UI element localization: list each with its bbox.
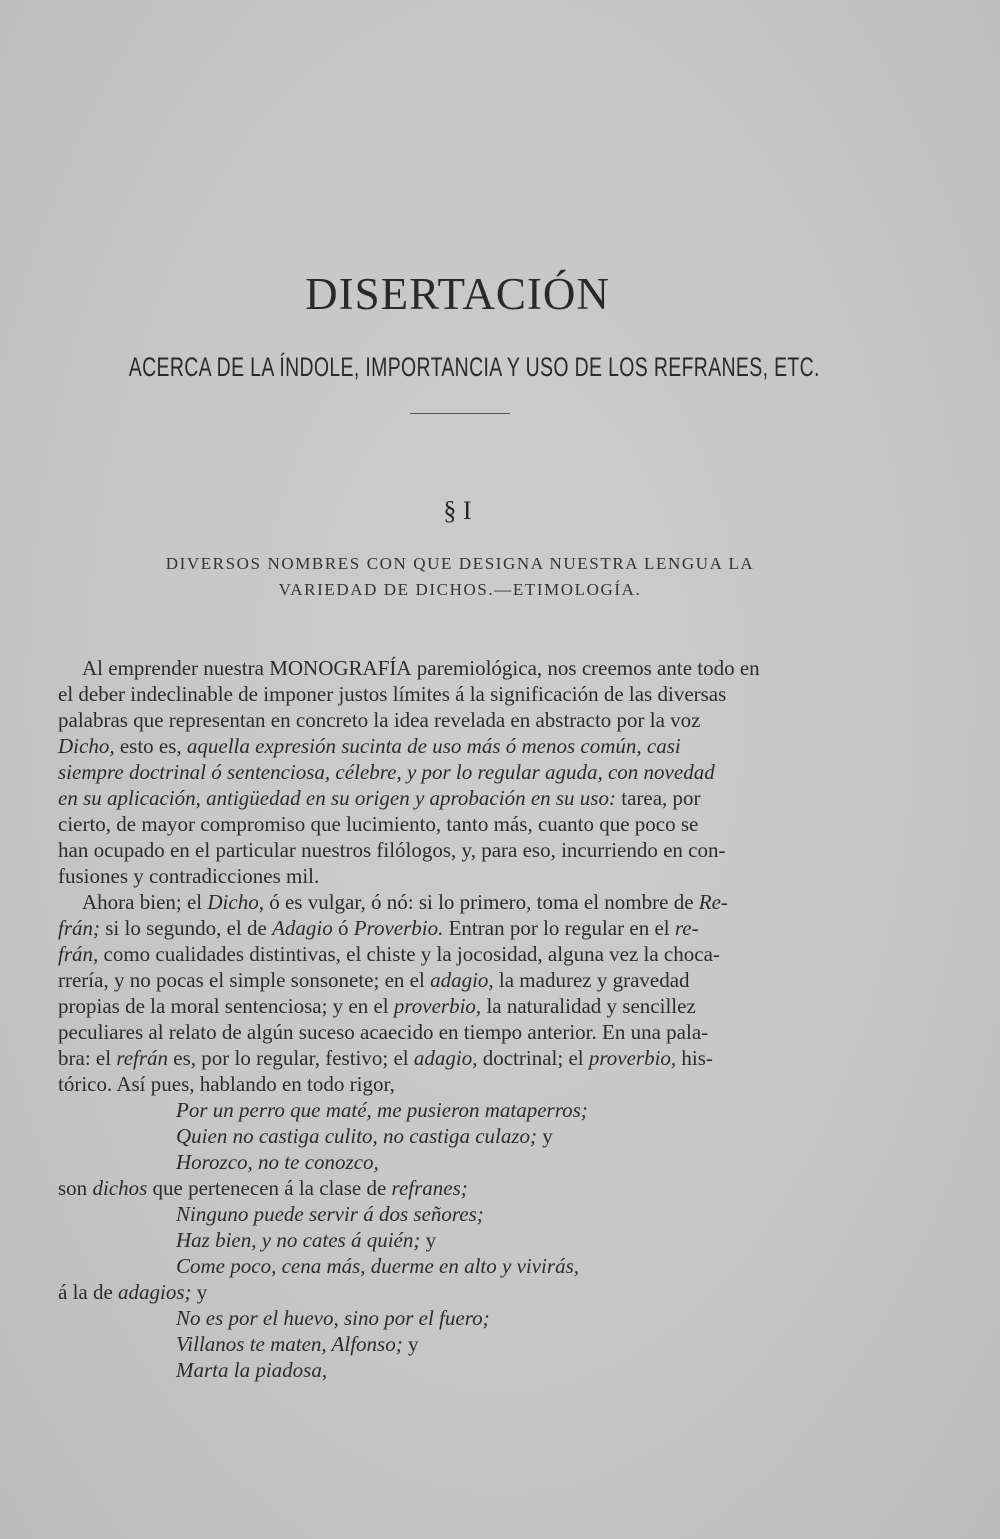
quoted-saying: Por un perro que maté, me pusieron mataperros; bbox=[176, 1098, 588, 1122]
body-text bbox=[58, 655, 853, 1383]
section-heading bbox=[100, 551, 820, 603]
text-line: tórico. Así pues, hablando en todo rigor, bbox=[58, 1072, 395, 1096]
quoted-saying: Horozco, no te conozco, bbox=[176, 1150, 379, 1174]
text-line: rrería, y no pocas el simple sonsonete; en el adagio, la madurez y gravedad bbox=[58, 968, 690, 992]
quoted-saying: Villanos te maten, Alfonso; y bbox=[176, 1332, 419, 1356]
page-title: DISERTACIÓN bbox=[305, 269, 610, 319]
text-line: propias de la moral sentenciosa; y en el proverbio, la naturalidad y sencillez bbox=[58, 994, 696, 1018]
text-line: palabras que representan en concreto la idea revelada en abstracto por la voz bbox=[58, 708, 701, 732]
quoted-saying: Come poco, cena más, duerme en alto y vivirás, bbox=[176, 1254, 579, 1278]
quoted-saying: No es por el huevo, sino por el fuero; bbox=[176, 1306, 490, 1330]
text-line: peculiares al relato de algún suceso acaecido en tiempo anterior. En una pala- bbox=[58, 1020, 709, 1044]
title-divider bbox=[410, 413, 510, 414]
text-line: siempre doctrinal ó sentenciosa, célebre, y por lo regular aguda, con novedad bbox=[58, 760, 715, 784]
text-line: frán, como cualidades distintivas, el chiste y la jocosidad, alguna vez la choca- bbox=[58, 942, 720, 966]
section-heading-line: VARIEDAD DE DICHOS.—ETIMOLOGÍA. bbox=[278, 580, 642, 599]
page-subtitle: ACERCA DE LA ÍNDOLE, IMPORTANCIA Y USO DE LOS REFRANES, ETC. bbox=[128, 352, 820, 382]
section-number: § I bbox=[443, 496, 472, 525]
text-line: Dicho, esto es, aquella expresión sucinta de uso más ó menos común, casi bbox=[58, 734, 681, 758]
quoted-saying: Ninguno puede servir á dos señores; bbox=[176, 1202, 484, 1226]
quoted-saying: Quien no castiga culito, no castiga culazo; y bbox=[176, 1124, 553, 1148]
text-line: fusiones y contradicciones mil. bbox=[58, 864, 320, 888]
quoted-saying: Marta la piadosa, bbox=[176, 1358, 328, 1382]
text-line: son dichos que pertenecen á la clase de refranes; bbox=[58, 1176, 468, 1200]
text-line: frán; si lo segundo, el de Adagio ó Proverbio. Entran por lo regular en el re- bbox=[58, 916, 699, 940]
text-line: Ahora bien; el Dicho, ó es vulgar, ó nó: si lo primero, toma el nombre de Re- bbox=[82, 890, 728, 914]
text-line: á la de adagios; y bbox=[58, 1280, 208, 1304]
text-line: el deber indeclinable de imponer justos límites á la significación de las diversas bbox=[58, 682, 727, 706]
text-line: Al emprender nuestra MONOGRAFÍA paremiológica, nos creemos ante todo en bbox=[82, 656, 760, 680]
section-heading-line: DIVERSOS NOMBRES CON QUE DESIGNA NUESTRA LENGUA LA bbox=[165, 554, 755, 573]
text-line: bra: el refrán es, por lo regular, festivo; el adagio, doctrinal; el proverbio, his- bbox=[58, 1046, 713, 1070]
quoted-saying: Haz bien, y no cates á quién; y bbox=[176, 1228, 437, 1252]
text-line: cierto, de mayor compromiso que lucimiento, tanto más, cuanto que poco se bbox=[58, 812, 699, 836]
text-line: han ocupado en el particular nuestros filólogos, y, para eso, incurriendo en con- bbox=[58, 838, 726, 862]
text-line: en su aplicación, antigüedad en su origen y aprobación en su uso: tarea, por bbox=[58, 786, 701, 810]
